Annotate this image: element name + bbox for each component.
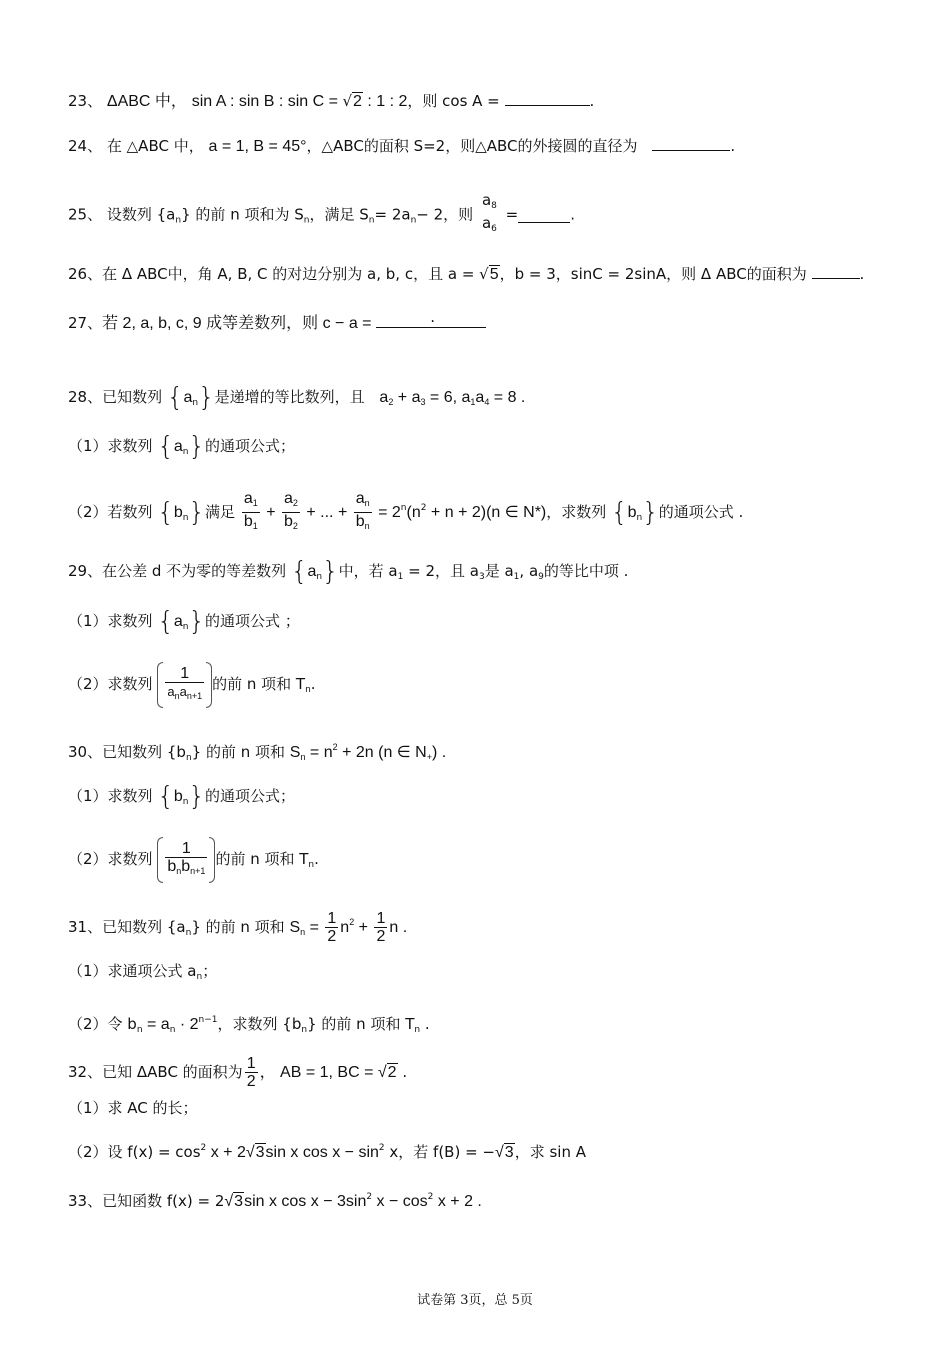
- math-expression: $a_2 + a_3 = 6$, $a_1a_4 = 8$ .: [379, 389, 526, 407]
- question-27: 27、若 2, a, b, c, 9 成等差数列，则 c − a = .: [68, 313, 486, 334]
- fraction: $\frac{a_2}{b_2}$: [284, 490, 298, 531]
- question-number: 31、: [68, 918, 103, 936]
- fraction: $\frac{1}{2}$: [327, 910, 337, 945]
- question-number: 27、: [68, 314, 103, 332]
- answer-blank: [518, 208, 570, 223]
- fraction: $\frac{1}{a_na_{n+1}}$: [167, 664, 203, 701]
- question-28-part-1: （1）求数列 $\{a_n\}$的通项公式；: [68, 431, 296, 462]
- question-33: 33、已知函数 f(x) = 2√3sin x $\cos x - 3\sin^2$ $x - \cos^2 x + 2$ .: [68, 1192, 482, 1210]
- question-24: 24、 在 △ABC 中， a = 1, B = 45°，△ABC的面积 S=2，则△ABC的外接圆的直径为 .: [68, 137, 736, 155]
- page-footer: 试卷第 3页，总 5页: [417, 1293, 533, 1308]
- fraction: $\frac{a_1}{b_1}$: [243, 490, 258, 531]
- question-29: 29、在公差 d 不为零的等差数列 $\{a_n\}$中，若 $a_1 = 2$，且 $a_3$是 $a_1$, $a_9$的等比中项 .: [68, 556, 629, 587]
- question-32-part-2: （2）设 $f(x) = \cos^2 x + 2√3\sin$ x $\cos x - \sin^2 x$，若 f(B) = −√3，求 sin A: [68, 1143, 586, 1161]
- question-28: 28、已知数列 $\{a_n\}$是递增的等比数列，且 $a_2 + a_3 = 6$, $a_1a_4 = 8$ .: [68, 382, 526, 413]
- math-expression: a = 1, B = 45°: [208, 138, 307, 155]
- question-number: 32、: [68, 1063, 103, 1081]
- fraction: $\frac{1}{b_nb_{n+1}}$: [167, 839, 206, 876]
- question-number: 33、: [68, 1192, 103, 1210]
- question-number: 24、: [68, 137, 103, 155]
- question-31-part-2: （2）令 $b_n = a_n \cdot 2^{n-1}$，求数列 $\{b_n\}$ 的前 n 项和 $T_n$ .: [68, 1015, 430, 1035]
- fraction: $\frac{1}{2}$: [246, 1055, 256, 1090]
- question-30-part-1: （1）求数列 $\{b_n\}$的通项公式；: [68, 781, 296, 812]
- math-expression: sin A : sin B : sin C =: [191, 93, 343, 110]
- fraction: $\frac{a_n}{b_n}$: [355, 490, 370, 531]
- answer-blank: [812, 264, 860, 279]
- question-number: 25、: [68, 205, 103, 224]
- answer-blank: [505, 91, 590, 106]
- question-31: 31、已知数列 $\{a_n\}$ 的前 n 项和 $S_n$ = $\frac{1}{2}$ $n^2$ + $\frac{1}{2}$ n .: [68, 910, 408, 945]
- question-28-part-2: （2）若数列 $\{b_n\}$满足 $\frac{a_1}{b_1}$ + $\frac{a_2}{b_2}$ + ... + $\frac{a_n}{b_n}$ = $2^n(n^2 + n + 2)(n$ ∈ N*)，求数列 $\{b_n\}$的通项公式 .: [68, 486, 743, 530]
- question-32-part-1: （1）求 AC 的长；: [68, 1099, 198, 1117]
- sqrt-expression: √5: [479, 265, 499, 283]
- question-23: 23、 ΔABC 中， sin A : sin B : sin C = √2 : 1 : 2，则 cos A = .: [68, 92, 595, 110]
- fraction: $a_8$ $a_6$: [481, 191, 497, 234]
- sqrt-expression: √2: [342, 92, 362, 110]
- question-number: 29、: [68, 562, 103, 580]
- answer-blank: .: [376, 313, 486, 328]
- question-25: 25、 设数列 $\{a_n\}$ 的前 n 项和为 $S_n$，满足 $S_n= 2a_n- 2$，则 $a_8$ $a_6$ = .: [68, 192, 575, 236]
- question-26: 26、在 Δ ABC中，角 A, B, C 的对边分别为 a, b, c，且 a = √5，b = 3，sinC = 2sinA，则 Δ ABC的面积为 .: [68, 265, 865, 283]
- question-30-part-2: （2）求数列 $\frac{1}{b_nb_{n+1}}$ 的前 n 项和 $T_n$.: [68, 834, 319, 884]
- question-text: ΔABC 中，: [106, 93, 187, 110]
- question-29-part-1: （1）求数列 $\{a_n\}$的通项公式 ；: [68, 606, 300, 637]
- question-number: 30、: [68, 743, 103, 761]
- question-number: 26、: [68, 265, 103, 283]
- sqrt-expression: √2: [377, 1064, 397, 1081]
- question-32: 32、已知 ΔABC 的面积为 $\frac{1}{2}$ ， AB = 1, BC = √2 .: [68, 1050, 407, 1094]
- question-number: 28、: [68, 388, 103, 406]
- answer-blank: [652, 136, 730, 151]
- fraction: $\frac{1}{2}$: [376, 910, 386, 945]
- question-29-part-2: （2）求数列 $\frac{1}{a_na_{n+1}}$ 的前 n 项和 $T_n$.: [68, 660, 316, 708]
- question-31-part-1: （1）求通项公式 $a_n$；: [68, 962, 218, 982]
- question-30: 30、已知数列 $\{b_n\}$ 的前 n 项和 $S_n = n^2 + 2n$ (n ∈ $N_+$) .: [68, 742, 447, 763]
- question-number: 23、: [68, 92, 103, 110]
